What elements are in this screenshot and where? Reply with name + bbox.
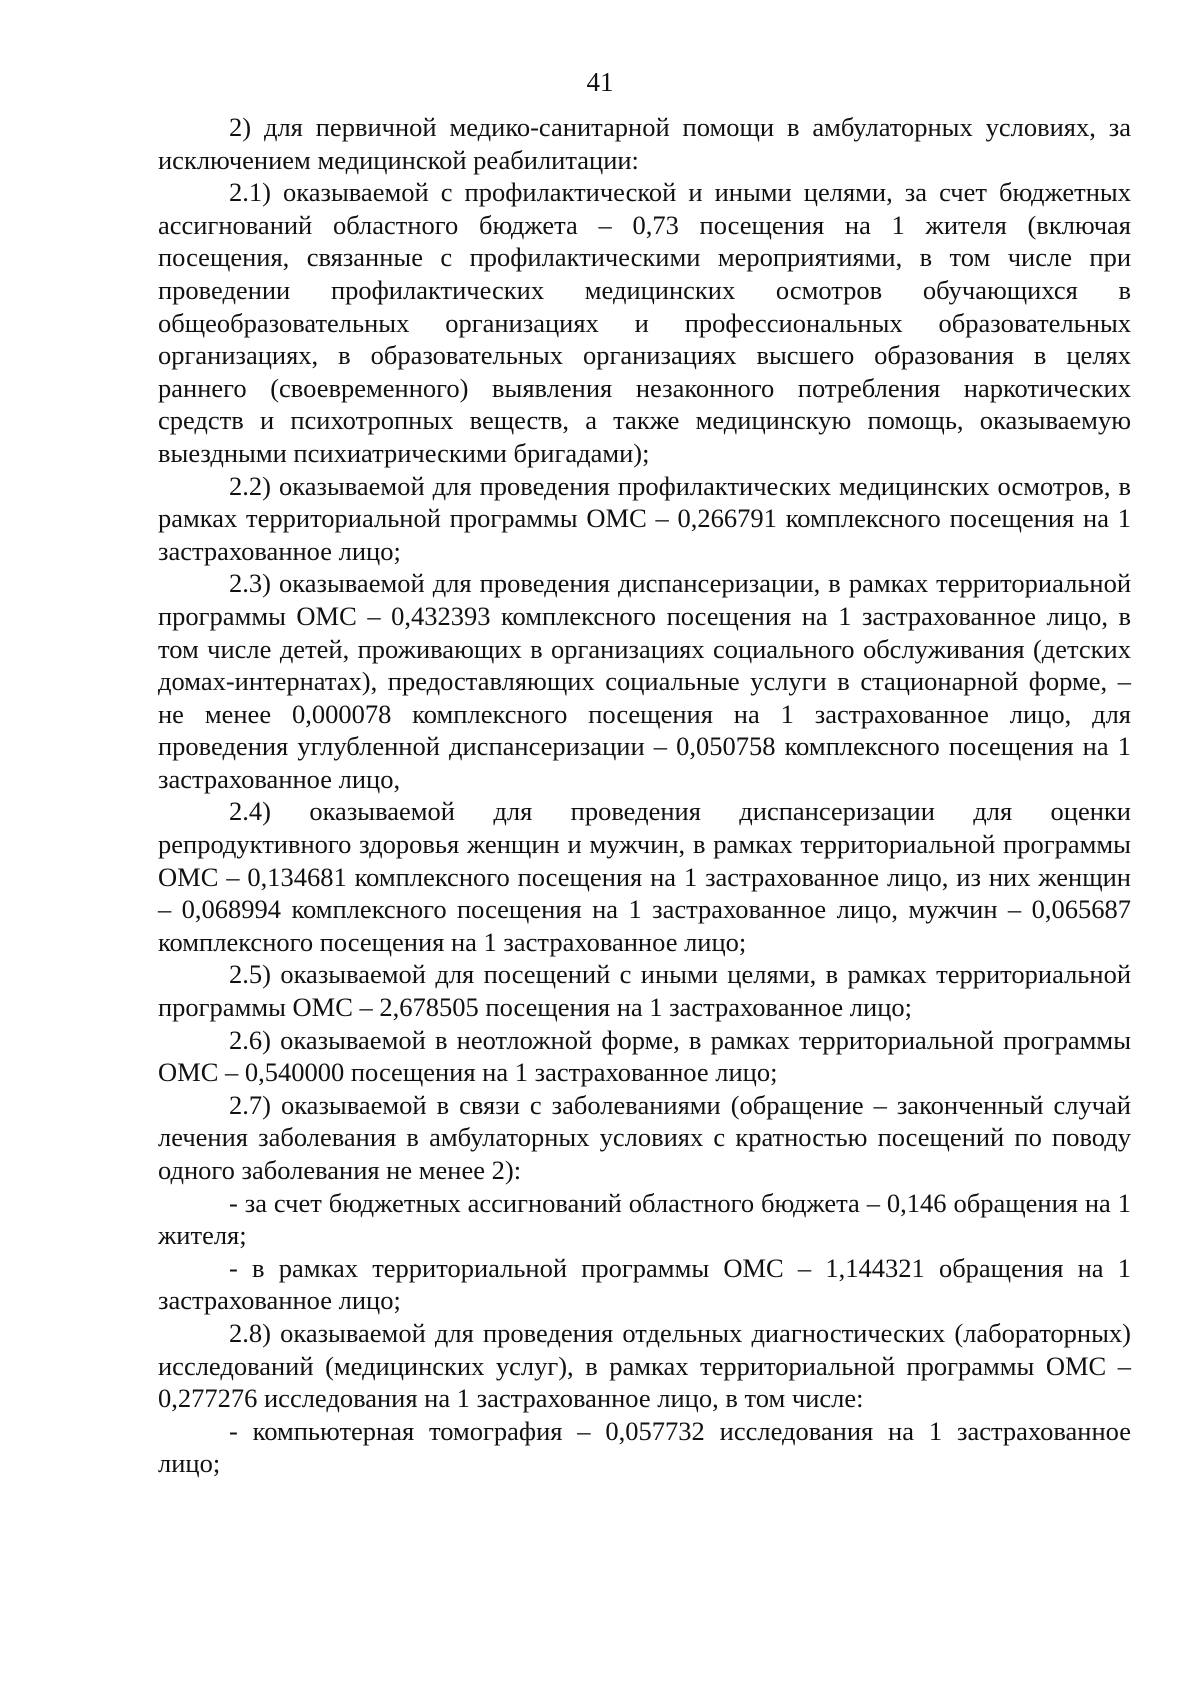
paragraph-2-2-medical-exams: 2.2) оказываемой для проведения профилактических медицинских осмотров, в рамках территориальной программы ОМС – 0,266791 комплексного посещения на 1 застрахованное лицо; (158, 470, 1131, 566)
document-body (158, 111, 1131, 1480)
list-item-computed-tomography: - компьютерная томография – 0,057732 исследования на 1 застрахованное лицо; (158, 1415, 1131, 1479)
paragraph-2-1-preventive: 2.1) оказываемой с профилактической и иными целями, за счет бюджетных ассигнований областного бюджета – 0,73 посещения на 1 жителя (включая посещения, связанные с профилактическими мероприятиями, в том числе при проведении профилактических медицинских осмотров обучающихся в общеобразовательных организациях и профессиональных образовательных организациях, в образовательных организациях высшего образования в целях раннего (своевременного) выявления незаконного потребления наркотических средств и психотропных веществ, а также медицинскую помощь, оказываемую выездными психиатрическими бригадами); (158, 177, 1131, 468)
paragraph-2-6-urgent-care: 2.6) оказываемой в неотложной форме, в рамках территориальной программы ОМС – 0,540000 посещения на 1 застрахованное лицо; (158, 1024, 1131, 1088)
paragraph-2-4-reproductive-health: 2.4) оказываемой для проведения диспансеризации для оценки репродуктивного здоровья женщин и мужчин, в рамках территориальной программы ОМС – 0,134681 комплексного посещения на 1 застрахованное лицо, из них женщин – 0,068994 комплексного посещения на 1 застрахованное лицо, мужчин – 0,065687 комплексного посещения на 1 застрахованное лицо; (158, 796, 1131, 957)
paragraph-2-primary-care: 2) для первичной медико-санитарной помощи в амбулаторных условиях, за исключением медицинской реабилитации: (158, 112, 1131, 175)
paragraph-2-8-diagnostics: 2.8) оказываемой для проведения отдельных диагностических (лабораторных) исследований (медицинских услуг), в рамках территориальной программы ОМС – 0,277276 исследования на 1 застрахованное лицо, в том числе: (158, 1317, 1131, 1414)
list-item-regional-budget: - за счет бюджетных ассигнований областного бюджета – 0,146 обращения на 1 жителя; (158, 1187, 1131, 1251)
list-item-oms-program: - в рамках территориальной программы ОМС – 1,144321 обращения на 1 застрахованное лицо; (158, 1252, 1131, 1316)
page-number: 41 (586, 67, 614, 97)
paragraph-2-5-other-visits: 2.5) оказываемой для посещений с иными целями, в рамках территориальной программы ОМС – 2,678505 посещения на 1 застрахованное лицо; (158, 959, 1131, 1023)
paragraph-2-7-disease-visits: 2.7) оказываемой в связи с заболеваниями (обращение – законченный случай лечения заболевания в амбулаторных условиях с кратностью посещений по поводу одного заболевания не менее 2): (158, 1089, 1131, 1185)
paragraph-2-3-dispensary: 2.3) оказываемой для проведения диспансеризации, в рамках территориальной программы ОМС – 0,432393 комплексного посещения на 1 застрахованное лицо, в том числе детей, проживающих в организациях социального обслуживания (детских домах-интернатах), предоставляющих социальные услуги в стационарной форме, – не менее 0,000078 комплексного посещения на 1 застрахованное лицо, для проведения углубленной диспансеризации – 0,050758 комплексного посещения на 1 застрахованное лицо, (158, 568, 1131, 794)
